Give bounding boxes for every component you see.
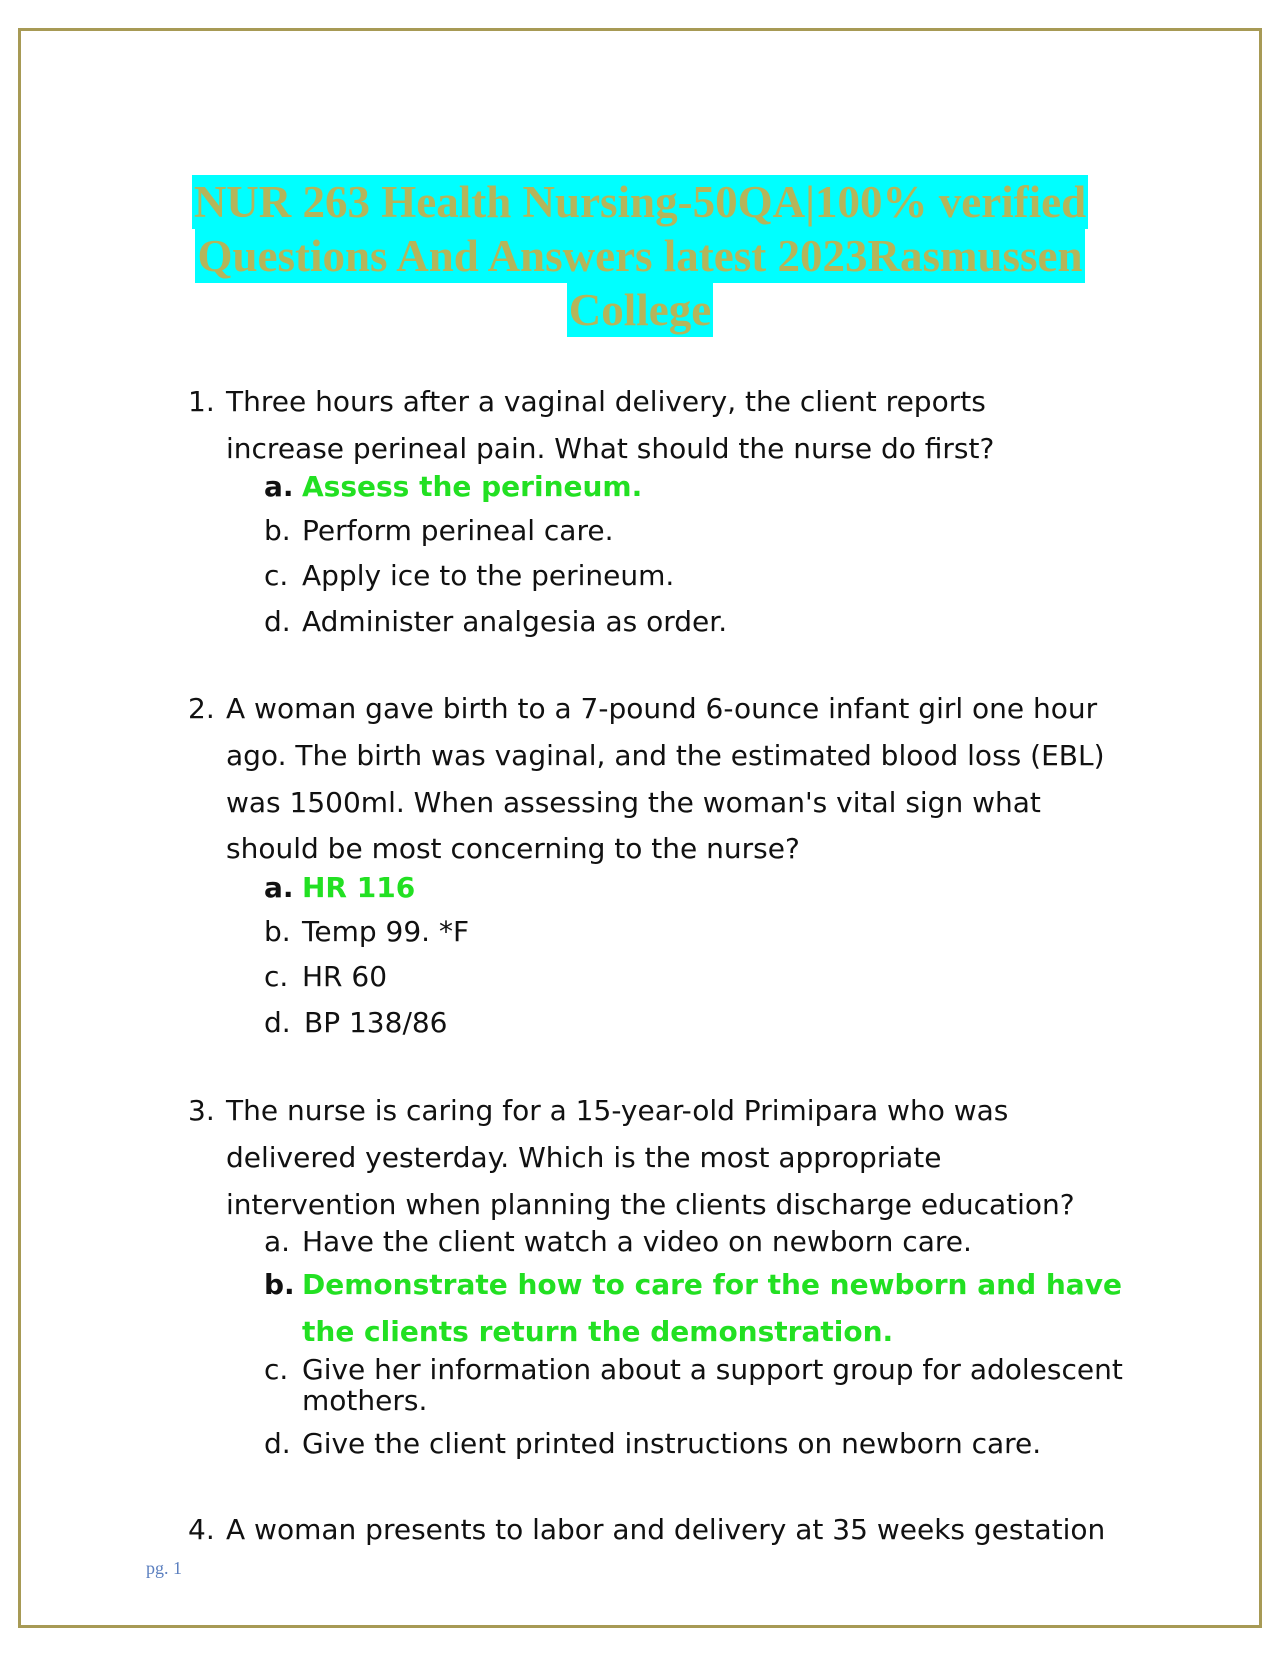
option-text: Give her information about a support group for adolescent xyxy=(302,1353,1123,1386)
question-stem-line: A woman presents to labor and delivery at 35 weeks gestation xyxy=(226,1513,1106,1546)
option-letter: a. xyxy=(264,470,294,503)
question-stem-line: was 1500ml. When assessing the woman's vital sign what xyxy=(226,786,1041,819)
option-letter: d. xyxy=(264,1006,291,1039)
option-text: HR 60 xyxy=(302,960,388,993)
question-stem-line: A woman gave birth to a 7-pound 6-ounce infant girl one hour xyxy=(226,692,1098,725)
question-number: 1. xyxy=(188,385,215,418)
page-number-footer: pg. 1 xyxy=(146,1558,182,1578)
document-title xyxy=(150,175,1130,337)
option-text: Give the client printed instructions on newborn care. xyxy=(302,1427,1042,1460)
option-text: BP 138/86 xyxy=(304,1006,448,1039)
option-letter: c. xyxy=(264,960,289,993)
option-letter: d. xyxy=(264,605,291,638)
question-stem-line: The nurse is caring for a 15-year-old Primipara who was xyxy=(226,1094,1009,1127)
question-number: 4. xyxy=(188,1513,215,1546)
question-stem-line: should be most concerning to the nurse? xyxy=(226,832,800,865)
question-number: 2. xyxy=(188,692,215,725)
question-stem-line: increase perineal pain. What should the nurse do first? xyxy=(226,432,995,465)
option-letter: b. xyxy=(264,915,291,948)
option-letter: b. xyxy=(264,514,291,547)
question-stem-line: ago. The birth was vaginal, and the estimated blood loss (EBL) xyxy=(226,739,1105,772)
option-letter: b. xyxy=(264,1268,295,1301)
option-text: Temp 99. *F xyxy=(302,915,470,948)
option-text: Perform perineal care. xyxy=(302,514,614,547)
question-stem-line: delivered yesterday. Which is the most appropriate xyxy=(226,1141,942,1174)
option-letter: d. xyxy=(264,1427,291,1460)
option-text: Administer analgesia as order. xyxy=(302,605,728,638)
title-line-1: NUR 263 Health Nursing-50QA|100% verified xyxy=(193,177,1087,227)
option-text-correct: Demonstrate how to care for the newborn and have xyxy=(302,1268,1122,1301)
option-letter: a. xyxy=(264,1225,291,1258)
question-stem-line: intervention when planning the clients discharge education? xyxy=(226,1188,1075,1221)
option-letter: c. xyxy=(264,559,289,592)
option-text-correct: HR 116 xyxy=(302,871,416,904)
question-number: 3. xyxy=(188,1094,215,1127)
option-letter: a. xyxy=(264,871,294,904)
option-text-continued: mothers. xyxy=(302,1384,428,1417)
question-stem-line: Three hours after a vaginal delivery, the client reports xyxy=(226,385,986,418)
title-line-2: Questions And Answers latest 2023Rasmussen xyxy=(197,231,1083,281)
option-text: Apply ice to the perineum. xyxy=(302,559,675,592)
option-text-correct-continued: the clients return the demonstration. xyxy=(302,1315,894,1348)
option-text-correct: Assess the perineum. xyxy=(302,470,643,503)
option-text: Have the client watch a video on newborn care. xyxy=(302,1225,972,1258)
title-line-3: College xyxy=(568,285,712,335)
option-letter: c. xyxy=(264,1353,289,1386)
